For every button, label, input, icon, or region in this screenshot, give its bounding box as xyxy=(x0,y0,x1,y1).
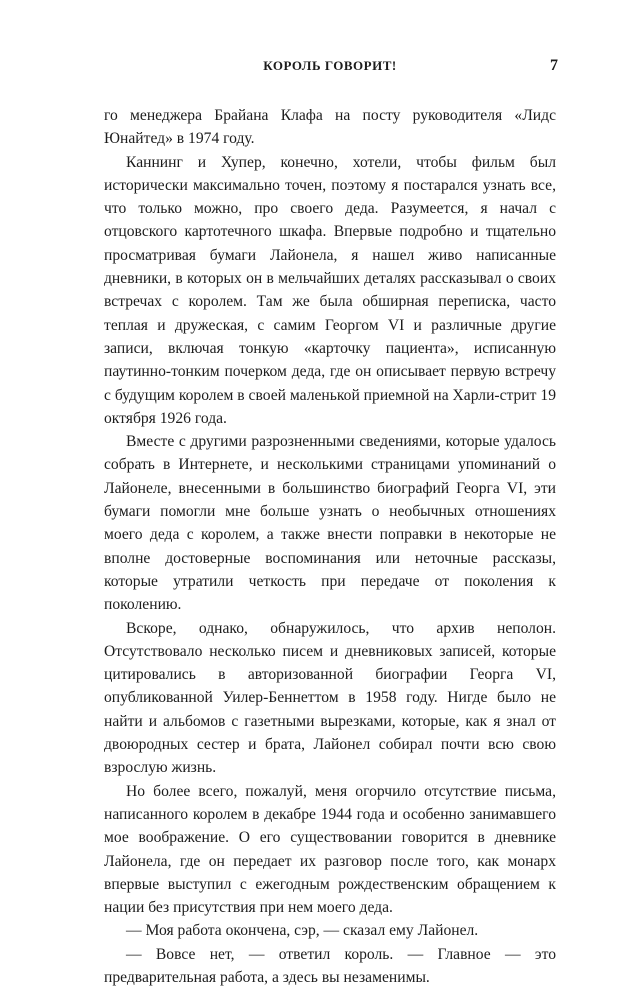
paragraph: Но более всего, пожалуй, меня огорчило отсутствие письма, написанного королем в декабре 1944 года и особенно занимавшего мое воображение. О его существовании говорится в дневнике Лайонела, где он передает их разговор после того, как монарх впервые выступил с ежегодным рождественским обращением к нации без присутствия при нем моего деда. xyxy=(104,782,556,917)
dialogue-line: — Моя работа окончена, сэр, — сказал ему Лайонел. xyxy=(126,922,479,940)
page-number: 7 xyxy=(550,57,558,74)
book-page xyxy=(104,57,558,986)
dialogue-line: — Вовсе нет, — ответил король. — Главное — это предварительная работа, а здесь вы незаменимы. xyxy=(104,945,556,986)
paragraph: Вскоре, однако, обнаружилось, что архив неполон. Отсутствовало несколько писем и дневниковых записей, которые цитировались в авторизованной биографии Георга VI, опубликованной Уилер-Беннеттом в 1958 году. Нигде было не найти и альбомов с газетными вырезками, которые, как я знал от двоюродных сестер и брата, Лайонел собирал почти всю свою взрослую жизнь. xyxy=(104,619,556,777)
paragraph-continuation: го менеджера Брайана Клафа на посту руководителя «Лидс Юнайтед» в 1974 году. xyxy=(104,107,556,148)
page-header xyxy=(104,58,556,82)
body-text xyxy=(104,104,556,989)
paragraph: Вместе с другими разрозненными сведениями, которые удалось собрать в Интернете, и несколькими страницами упоминаний о Лайонеле, внесенными в большинство биографий Георга VI, эти бумаги помогли мне больше узнать о необычных отношениях моего деда с королем, а также внести поправки в некоторые не вполне достоверные воспоминания или неточные рассказы, которые утратили четкость при передаче от поколения к поколению. xyxy=(104,433,556,614)
running-title: КОРОЛЬ ГОВОРИТ! xyxy=(263,58,397,73)
paragraph: Каннинг и Хупер, конечно, хотели, чтобы фильм был исторически максимально точен, поэтому я постарался узнать все, что только можно, про своего деда. Разумеется, я начал с отцовского картотечного шкафа. Впервые подробно и тщательно просматривая бумаги Лайонела, я нашел живо написанные дневники, в которых он в мельчайших деталях рассказывал о своих встречах с королем. Там же была обширная переписка, часто теплая и дружеская, с самим Георгом VI и различные другие записи, включая тонкую «карточку пациента», исписанную паутинно-тонким почерком деда, где он описывает первую встречу с будущим королем в своей маленькой приемной на Харли-стрит 19 октября 1926 года. xyxy=(104,153,556,427)
